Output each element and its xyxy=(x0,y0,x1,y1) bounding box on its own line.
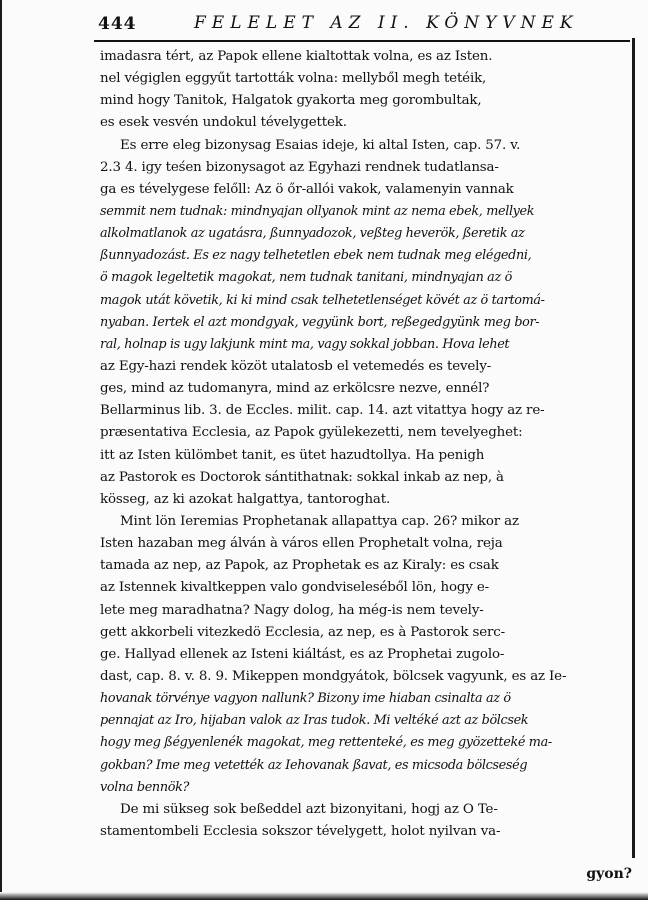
text-line: kösseg, az ki azokat halgattya, tantoroghat. xyxy=(100,491,391,507)
text-line: ge. Hallyad ellenek az Isteni kiáltást, es az Prophetai zugolo- xyxy=(100,646,505,662)
running-head: FELELET AZ II. KÖNYVNEK xyxy=(194,13,579,33)
text-line: De mi sükseg sok beßeddel azt bizonyitani, hogj az O Te- xyxy=(120,801,498,817)
text-line: es esek vesvén undokul tévelygettek. xyxy=(100,115,347,131)
page-header xyxy=(94,10,630,42)
page-bottom-shadow xyxy=(0,892,648,900)
text-line: alkolmatlanok az ugatásra, ßunnyadozok, veßteg heverök, ßeretik az xyxy=(100,226,525,242)
text-line: Bellarminus lib. 3. de Eccles. milit. cap. 14. azt vitattya hogy az re- xyxy=(100,403,545,419)
text-line: az Egy-hazi rendek közöt utalatosb el vetemedés es tevely- xyxy=(100,358,492,374)
text-line: stamentombeli Ecclesia sokszor tévelygett, holot nyilvan va- xyxy=(100,823,501,839)
text-line: nel végiglen eggyűt tartották volna: mellyből megh tetéik, xyxy=(100,71,487,87)
catchword: gyon? xyxy=(586,866,632,882)
text-line: lete meg maradhatna? Nagy dolog, ha még-is nem tevely- xyxy=(100,602,484,618)
text-line: gokban? Ime meg vetették az Iehovanak ßavat, es micsoda bölcseség xyxy=(100,757,528,773)
text-line: hogy meg ßégyenlenék magokat, meg rettenteké, es meg gyözetteké ma- xyxy=(100,735,552,751)
text-line: nyaban. Iertek el azt mondgyak, vegyünk bort, reßegedgyünk meg bor- xyxy=(100,314,540,330)
text-line: ö magok legeltetik magokat, nem tudnak tanitani, mindnyajan az ö xyxy=(100,270,512,286)
text-line: ral, holnap is ugy lakjunk mint ma, vagy sokkal jobban. Hova lehet xyxy=(100,336,510,352)
body-text xyxy=(100,46,630,854)
text-line: ges, mind az tudomanyra, mind az erkölcsre nezve, ennél? xyxy=(100,381,490,397)
text-line: præsentativa Ecclesia, az Papok gyülekezetti, nem tevelyeghet: xyxy=(100,425,523,441)
page-right-frame xyxy=(632,38,635,858)
text-line: itt az Isten külömbet tanit, es ütet hazudtollya. Ha penigh xyxy=(100,447,485,463)
text-line: imadasra tért, az Papok ellene kialtottak volna, es az Isten. xyxy=(100,49,493,64)
text-line: mind hogy Tanitok, Halgatok gyakorta meg gorombultak, xyxy=(100,93,482,109)
text-line: volna bennök? xyxy=(100,779,189,795)
page-number: 444 xyxy=(98,14,137,34)
text-line: az Istennek kivaltkeppen valo gondviseleséből lön, hogy e- xyxy=(100,580,490,596)
text-line: tamada az nep, az Papok, az Prophetak es az Kiraly: es csak xyxy=(100,558,499,574)
page-left-edge xyxy=(0,0,2,900)
text-line: pennajat az Iro, hijaban valok az Iras tudok. Mi veltéké azt az bölcsek xyxy=(100,713,529,729)
text-line: hovanak törvénye vagyon nallunk? Bizony ime hiaban csinalta az ö xyxy=(100,691,511,707)
text-line: az Pastorok es Doctorok sántithatnak: sokkal inkab az nep, à xyxy=(100,469,504,485)
text-line: ga es tévelygese felőll: Az ö őr-allói vakok, valamenyin vannak xyxy=(100,181,514,197)
text-line: semmit nem tudnak: mindnyajan ollyanok mint az nema ebek, mellyek xyxy=(100,203,535,219)
text-line: 2.3 4. igy teśen bizonysagot az Egyhazi rendnek tudatlansa- xyxy=(100,159,499,175)
text-line: magok utát követik, ki ki mind csak telhetetlenséget kövét az ö tartomá- xyxy=(100,292,545,308)
text-line: Isten hazaban meg álván à város ellen Prophetalt volna, reja xyxy=(100,536,503,552)
text-line: ßunnyadozást. Es ez nagy telhetetlen ebek nem tudnak meg elégedni, xyxy=(100,248,532,264)
text-line: Es erre eleg bizonysag Esaias ideje, ki altal Isten, cap. 57. v. xyxy=(120,137,521,153)
text-line: gett akkorbeli vitezkedö Ecclesia, az nep, es à Pastorok serc- xyxy=(100,624,505,640)
text-line: dast, cap. 8. v. 8. 9. Mikeppen mondgyátok, bölcsek vagyunk, es az Ie- xyxy=(100,668,567,684)
text-line: Mint lön Ieremias Prophetanak allapattya cap. 26? mikor az xyxy=(120,513,519,529)
